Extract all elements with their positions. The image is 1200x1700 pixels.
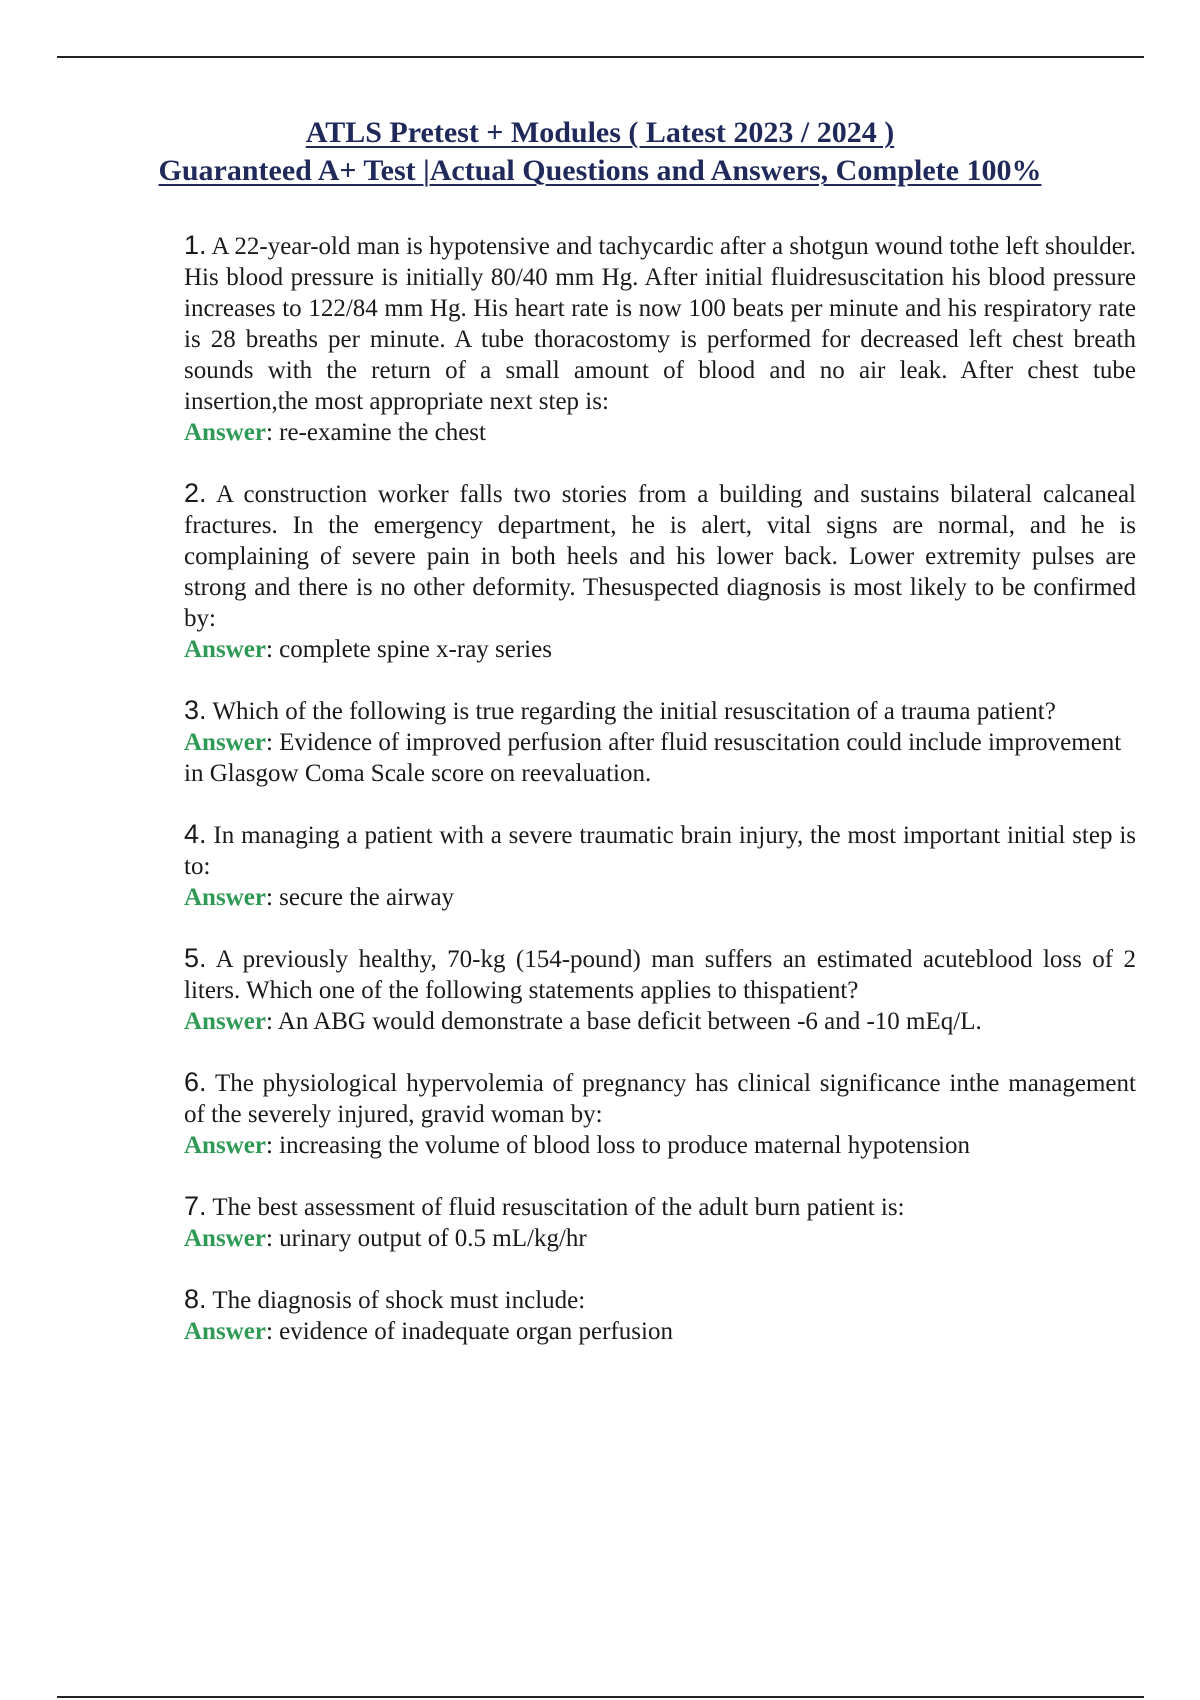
question-number: 3.	[184, 695, 207, 725]
document-title	[0, 114, 1200, 190]
question-text	[184, 695, 1136, 727]
question-text	[184, 1191, 1136, 1223]
question-number: 8.	[184, 1284, 207, 1314]
question-body: A construction worker falls two stories from a building and sustains bilateral calcaneal fractures. In the emergency department, he is alert, vital signs are normal, and he is complaining of severe pain in both heels and his lower back. Lower extremity pulses are strong and there is no other deformity. Thesuspected diagnosis is most likely to be confirmed by:	[184, 481, 1136, 632]
answer-label: Answer	[184, 636, 266, 663]
answer-row: Answer: An ABG would demonstrate a base deficit between -6 and -10 mEq/L.	[184, 1008, 982, 1035]
question-text	[184, 943, 1136, 1006]
answer-label: Answer	[184, 729, 266, 756]
question-body: The physiological hypervolemia of pregnancy has clinical significance inthe management of the severely injured, gravid woman by:	[184, 1070, 1136, 1128]
question-number: 1.	[184, 230, 207, 260]
question-item-8	[184, 1284, 1136, 1347]
answer-row: Answer: complete spine x-ray series	[184, 636, 552, 663]
question-item-7	[184, 1191, 1136, 1254]
question-body: A 22-year-old man is hypotensive and tachycardic after a shotgun wound tothe left shoulder. His blood pressure is initially 80/40 mm Hg. After initial fluidresuscitation his blood pressure increases to 122/84 mm Hg. His heart rate is now 100 beats per minute and his respiratory rate is 28 breaths per minute. A tube thoracostomy is performed for decreased left chest breath sounds with the return of a small amount of blood and no air leak. After chest tube insertion,the most appropriate next step is:	[184, 233, 1136, 415]
question-number: 4.	[184, 819, 207, 849]
question-item-3	[184, 695, 1136, 789]
answer-text: evidence of inadequate organ perfusion	[279, 1318, 673, 1345]
question-text	[184, 819, 1136, 882]
answer-row: Answer: Evidence of improved perfusion after fluid resuscitation could include improvement in Glasgow Coma Scale score on reevaluation.	[184, 729, 1122, 787]
question-item-1	[184, 230, 1136, 448]
question-body: Which of the following is true regarding the initial resuscitation of a trauma patient?	[212, 698, 1056, 725]
answer-text: re-examine the chest	[279, 419, 486, 446]
question-body: The best assessment of fluid resuscitation of the adult burn patient is:	[212, 1194, 905, 1221]
answer-label: Answer	[184, 1008, 266, 1035]
question-text	[184, 478, 1136, 634]
answer-text: An ABG would demonstrate a base deficit between -6 and -10 mEq/L.	[277, 1008, 982, 1035]
answer-row: Answer: increasing the volume of blood loss to produce maternal hypotension	[184, 1132, 970, 1159]
answer-text: urinary output of 0.5 mL/kg/hr	[279, 1225, 587, 1252]
question-item-4	[184, 819, 1136, 913]
question-number: 6.	[184, 1067, 207, 1097]
title-line-1: ATLS Pretest + Modules ( Latest 2023 / 2024 )	[305, 116, 895, 149]
answer-row: Answer: re-examine the chest	[184, 419, 486, 446]
question-body: The diagnosis of shock must include:	[212, 1287, 586, 1314]
title-line-2: Guaranteed A+ Test |Actual Questions and Answers, Complete 100%	[158, 154, 1042, 187]
answer-row: Answer: secure the airway	[184, 884, 455, 911]
question-item-6	[184, 1067, 1136, 1161]
answer-row: Answer: urinary output of 0.5 mL/kg/hr	[184, 1225, 587, 1252]
question-body: In managing a patient with a severe traumatic brain injury, the most important initial step is to:	[184, 822, 1137, 880]
answer-row: Answer: evidence of inadequate organ perfusion	[184, 1318, 673, 1345]
answer-text: secure the airway	[279, 884, 455, 911]
question-text	[184, 1284, 1136, 1316]
answer-label: Answer	[184, 1318, 266, 1345]
question-item-2	[184, 478, 1136, 665]
question-text	[184, 230, 1136, 417]
top-rule	[57, 56, 1144, 58]
question-item-5	[184, 943, 1136, 1037]
question-number: 5.	[184, 943, 207, 973]
question-number: 7.	[184, 1191, 207, 1221]
answer-label: Answer	[184, 1225, 266, 1252]
answer-label: Answer	[184, 419, 266, 446]
answer-text: increasing the volume of blood loss to produce maternal hypotension	[279, 1132, 970, 1159]
answer-label: Answer	[184, 884, 266, 911]
answer-label: Answer	[184, 1132, 266, 1159]
answer-text: complete spine x-ray series	[279, 636, 552, 663]
question-text	[184, 1067, 1136, 1130]
bottom-rule	[57, 1696, 1144, 1698]
question-list	[184, 230, 1136, 1377]
question-number: 2.	[184, 478, 207, 508]
answer-text: Evidence of improved perfusion after fluid resuscitation could include improvement in Glasgow Coma Scale score on reevaluation.	[184, 729, 1122, 787]
question-body: A previously healthy, 70-kg (154-pound) man suffers an estimated acuteblood loss of 2 liters. Which one of the following statements applies to thispatient?	[184, 946, 1137, 1004]
